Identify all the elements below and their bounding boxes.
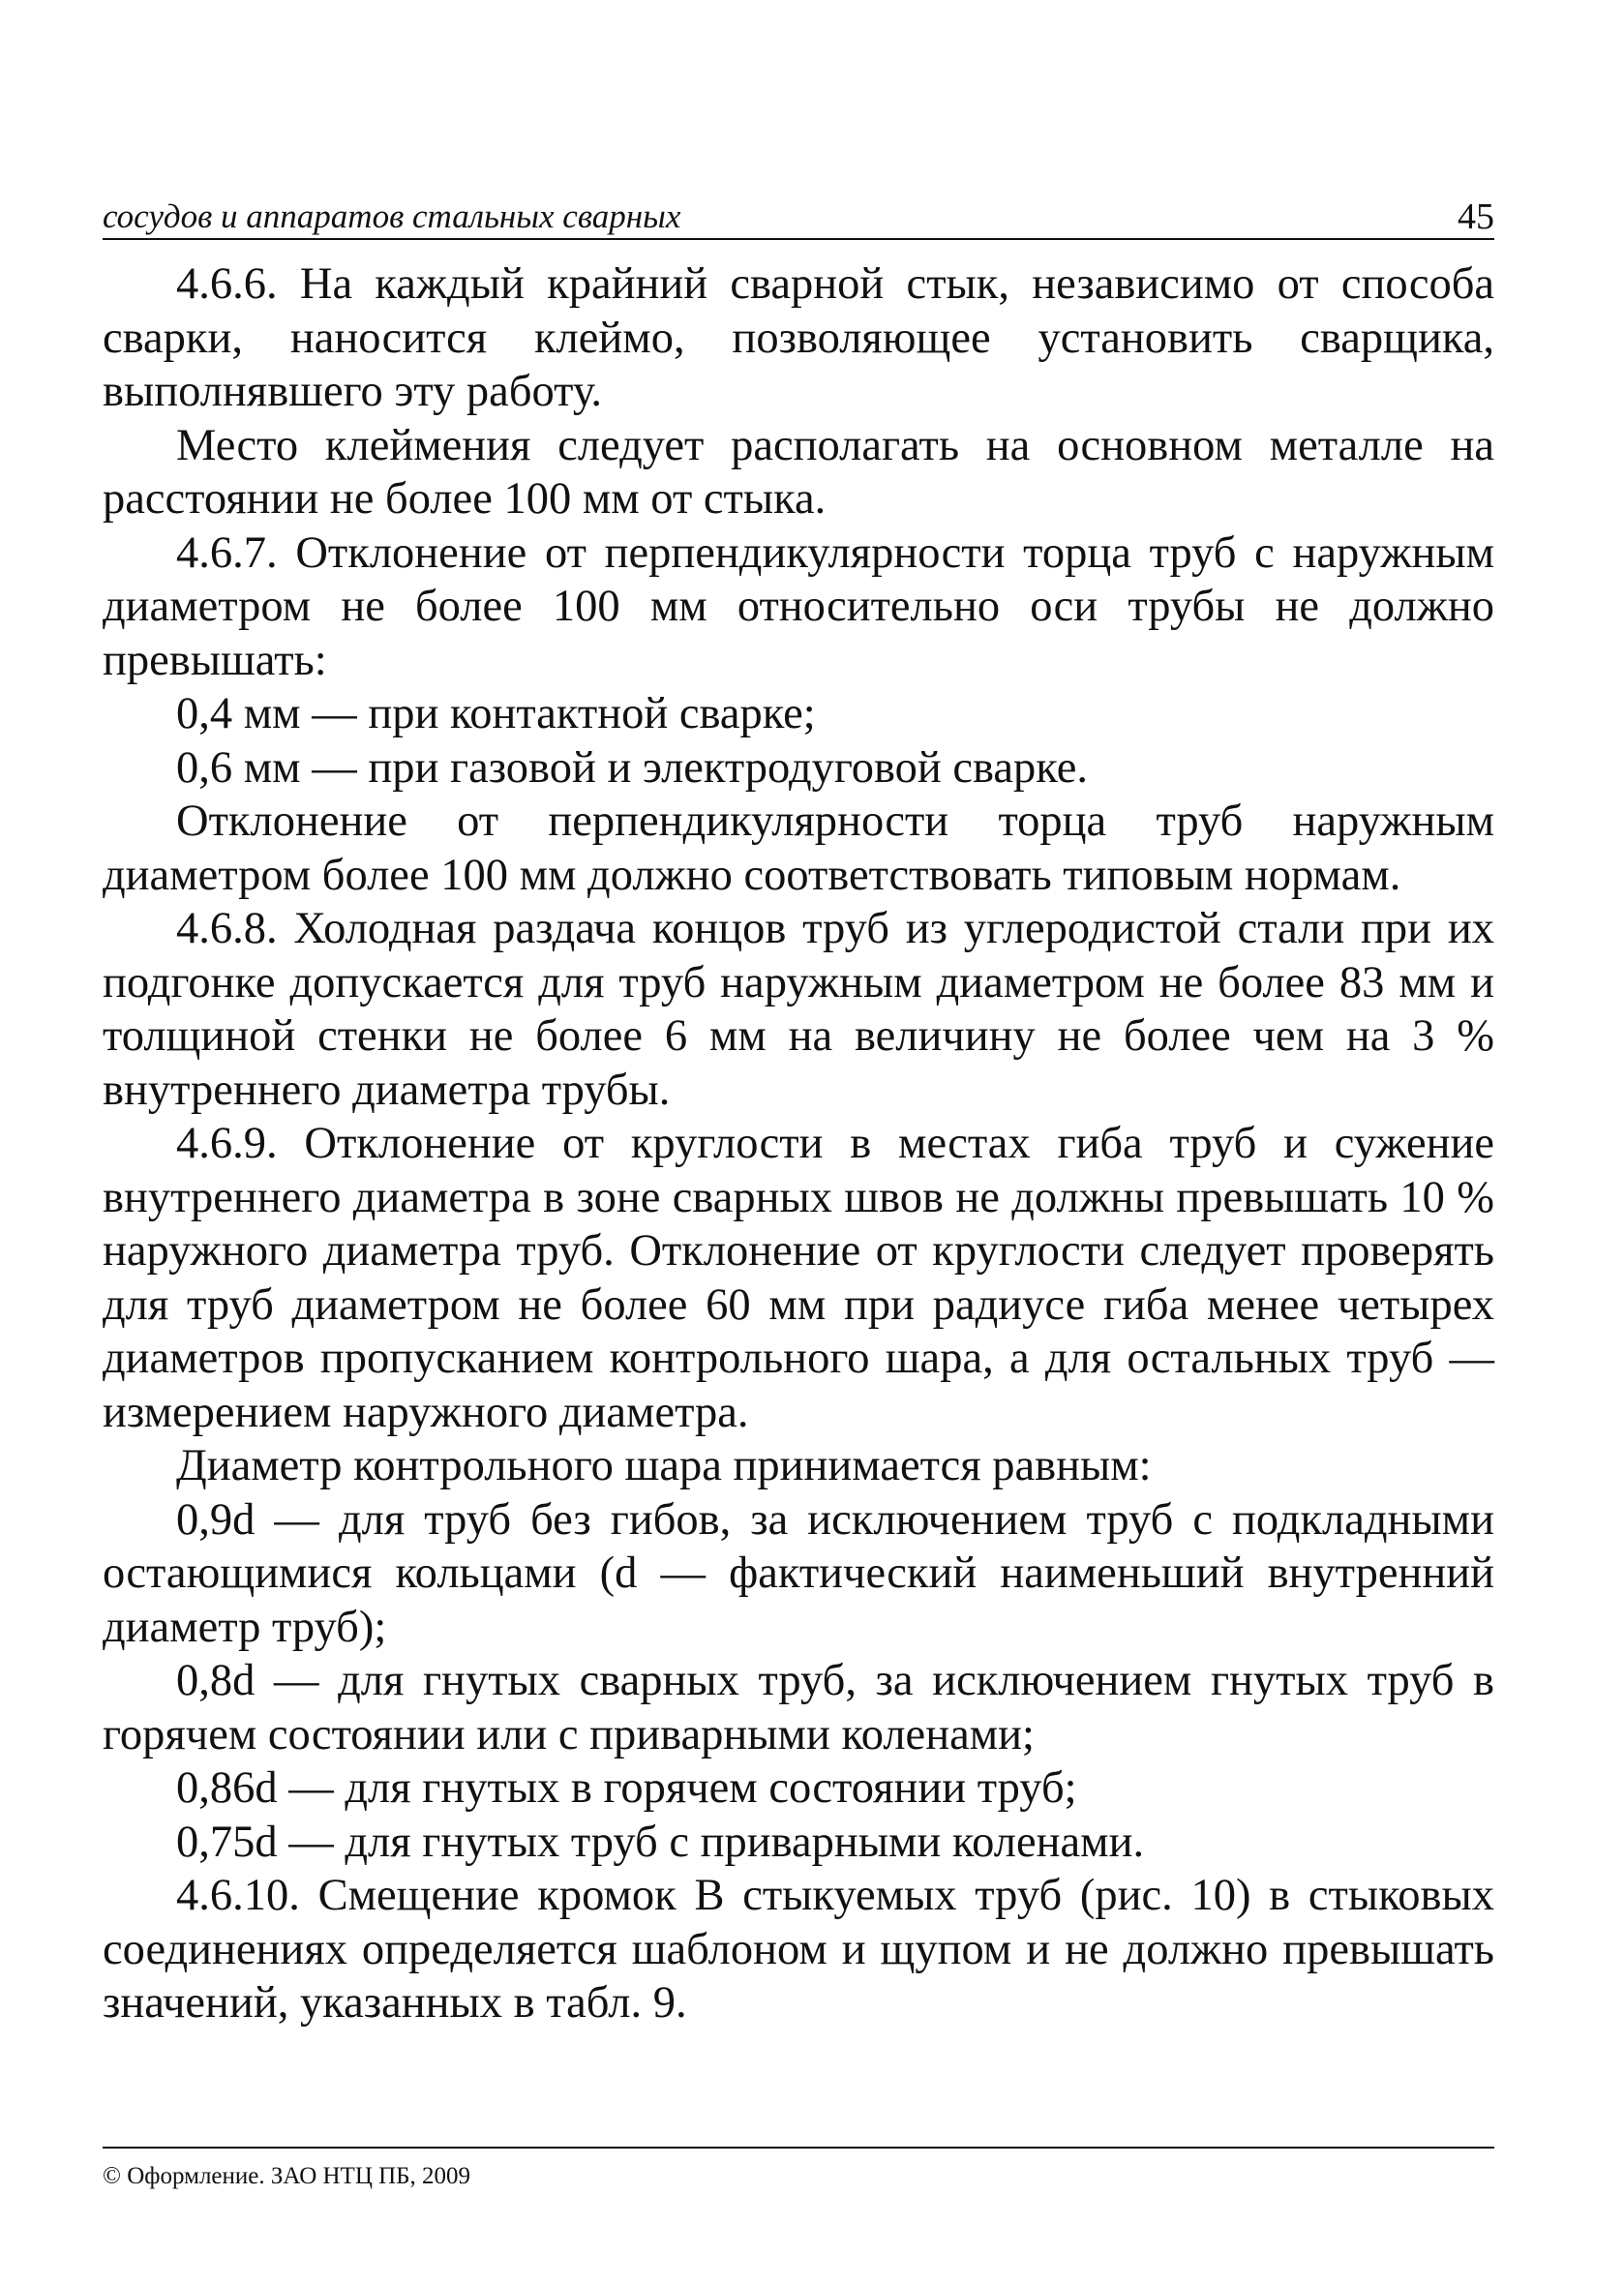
list-item-ball-0-86d: 0,86d — для гнутых в горячем состоянии труб; [176, 1763, 1077, 1813]
paragraph-4-6-7: 4.6.7. Отклонение от перпендикулярности торца труб с наружным диаметром не более 100 мм относительно оси трубы не должно превышать: [103, 527, 1494, 685]
copyright-footer: © Оформление. ЗАО НТЦ ПБ, 2009 [103, 2163, 471, 2189]
document-page [103, 190, 1494, 2030]
page-number: 45 [1458, 196, 1494, 237]
running-header-title: сосудов и аппаратов стальных сварных [103, 197, 681, 235]
running-header [103, 190, 1494, 240]
list-item-ball-0-8d: 0,8d — для гнутых сварных труб, за исключением гнутых труб в горячем состоянии или с приварными коленами; [103, 1656, 1494, 1759]
paragraph-stamp-location: Место клеймения следует располагать на основном металле на расстоянии не более 100 мм от стыка. [103, 420, 1494, 524]
list-item-gas-arc-welding: 0,6 мм — при газовой и электродуговой сварке. [176, 742, 1088, 793]
paragraph-4-6-8: 4.6.8. Холодная раздача концов труб из углеродистой стали при их подгонке допускается для труб наружным диаметром не более 83 мм и толщиной стенки не более 6 мм на величину не более чем на 3 % внутреннего диаметра трубы. [103, 904, 1494, 1115]
list-item-ball-0-9d: 0,9d — для труб без гибов, за исключением труб с подкладными остающимися кольцами (d — фактический наименьший внутренний диаметр труб); [103, 1494, 1494, 1652]
footer-divider [103, 2147, 1494, 2149]
paragraph-4-6-6: 4.6.6. На каждый крайний сварной стык, независимо от способа сварки, наносится клеймо, позволяющее установить сварщика, выполнявшего эту работу. [103, 259, 1494, 416]
paragraph-4-6-10: 4.6.10. Смещение кромок B стыкуемых труб (рис. 10) в стыковых соединениях определяется шаблоном и щупом и не должно превышать значений, указанных в табл. 9. [103, 1871, 1494, 2028]
list-item-contact-welding: 0,4 мм — при контактной сварке; [176, 689, 816, 738]
paragraph-perpendicularity-large-pipes: Отклонение от перпендикулярности торца труб наружным диаметром более 100 мм должно соответствовать типовым нормам. [103, 797, 1494, 900]
paragraph-ball-diameter-intro: Диаметр контрольного шара принимается равным: [176, 1441, 1152, 1490]
paragraph-4-6-9: 4.6.9. Отклонение от круглости в местах гиба труб и сужение внутреннего диаметра в зоне сварных швов не должны превышать 10 % наружного диаметра труб. Отклонение от круглости следует проверять для труб диаметром не более 60 мм при радиусе гиба менее четырех диаметров пропусканием контрольного шара, а для остальных труб — измерением наружного диаметра. [103, 1119, 1494, 1437]
body-text [103, 257, 1494, 2030]
list-item-ball-0-75d: 0,75d — для гнутых труб с приварными коленами. [176, 1817, 1145, 1867]
